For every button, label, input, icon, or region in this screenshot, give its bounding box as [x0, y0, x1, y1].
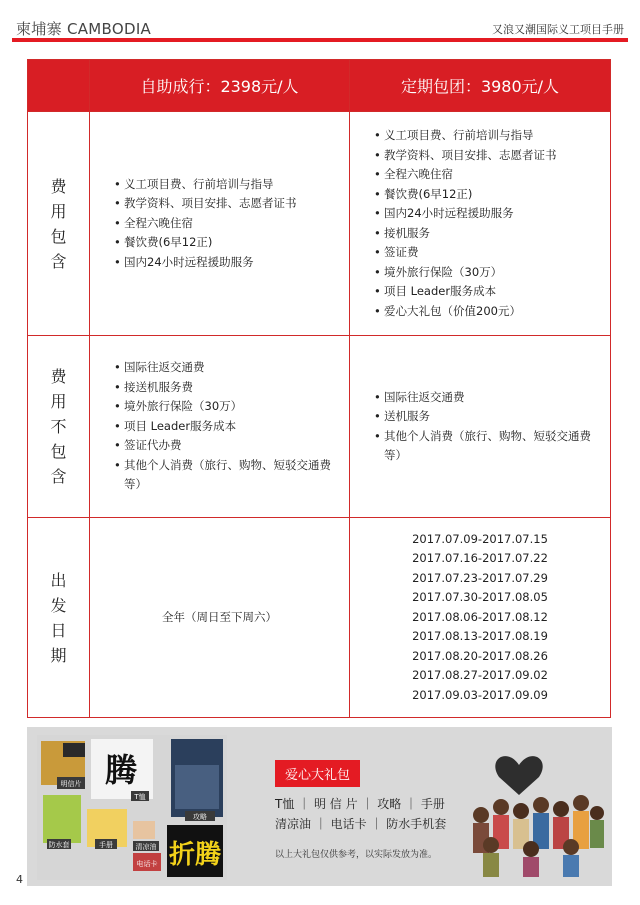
date-range: 2017.08.13-2017.08.19 [412, 629, 548, 644]
list-item: • 教学资料、项目安排、志愿者证书 [114, 194, 341, 214]
list-item: • 其他个人消费（旅行、购物、短驳交通费等） [114, 456, 341, 495]
header-blank [28, 60, 90, 112]
list-item: • 国际往返交通费 [374, 388, 602, 408]
self-guided-price: 自助成行：2398元/人 [90, 60, 350, 112]
label-departure: 出 发 日 期 [28, 518, 90, 718]
list-item: • 签证代办费 [114, 436, 341, 456]
list-item: • 教学资料、项目安排、志愿者证书 [374, 146, 602, 166]
gift-note: 以上大礼包仅供参考，以实际发放为准。 [275, 850, 438, 860]
page-header [0, 0, 640, 44]
svg-text:T恤: T恤 [134, 793, 146, 801]
departure-group [350, 518, 611, 718]
list-item: • 餐饮费(6早12正) [374, 185, 602, 205]
gift-items-line-2: 清凉油 ｜ 电话卡 ｜ 防水手机套 [275, 817, 447, 831]
list-item: • 餐饮费(6早12正) [114, 233, 341, 253]
children-photo [467, 737, 607, 877]
svg-text:攻略: 攻略 [193, 813, 207, 821]
document-title: 又浪又潮国际义工项目手册 [492, 23, 624, 36]
list-item: • 国内24小时远程援助服务 [374, 204, 602, 224]
svg-text:防水套: 防水套 [48, 841, 70, 849]
label-excluded: 费 用 不 包 含 [28, 336, 90, 518]
gift-items-collage [37, 735, 227, 880]
svg-text:腾: 腾 [104, 751, 138, 789]
list-item: • 境外旅行保险（30万） [374, 263, 602, 283]
list-item: • 送机服务 [374, 407, 602, 427]
date-range: 2017.07.30-2017.08.05 [412, 590, 548, 605]
page-number: 4 [16, 873, 23, 886]
svg-text:电话卡: 电话卡 [136, 860, 158, 868]
date-range: 2017.07.23-2017.07.29 [412, 570, 548, 585]
gift-items-line-1: T恤 ｜ 明 信 片 ｜ 攻略 ｜ 手册 [275, 797, 445, 811]
excluded-group [350, 336, 611, 518]
list-item: • 义工项目费、行前培训与指导 [114, 175, 341, 195]
date-range: 2017.09.03-2017.09.09 [412, 687, 548, 702]
svg-text:清凉油: 清凉油 [135, 843, 157, 851]
departure-self: 全年（周日至下周六） [90, 518, 350, 718]
fee-comparison-table [27, 59, 611, 718]
date-range: 2017.08.20-2017.08.26 [412, 648, 548, 663]
gift-panel [27, 727, 612, 886]
list-item: • 爱心大礼包（价值200元） [374, 302, 602, 322]
date-range: 2017.07.16-2017.07.22 [412, 551, 548, 566]
list-item: • 国内24小时远程援助服务 [114, 253, 341, 273]
label-included: 费 用 包 含 [28, 112, 90, 336]
row-departure [28, 518, 611, 718]
list-item: • 境外旅行保险（30万） [114, 397, 341, 417]
date-range: 2017.08.27-2017.09.02 [412, 668, 548, 683]
svg-text:手册: 手册 [99, 841, 113, 849]
list-item: • 其他个人消费（旅行、购物、短驳交通费等） [374, 427, 602, 466]
list-item: • 义工项目费、行前培训与指导 [374, 126, 602, 146]
list-item: • 接送机服务费 [114, 378, 341, 398]
included-self [90, 112, 350, 336]
list-item: • 全程六晚住宿 [114, 214, 341, 234]
row-included [28, 112, 611, 336]
brand-title: 柬埔寨 CAMBODIA [16, 20, 152, 38]
balm-image [133, 821, 155, 839]
table-header-row [28, 60, 611, 112]
list-item: • 项目 Leader服务成本 [374, 282, 602, 302]
list-item: • 国际往返交通费 [114, 358, 341, 378]
header-rule [12, 38, 628, 42]
list-item: • 签证费 [374, 243, 602, 263]
svg-text:折腾: 折腾 [168, 840, 222, 870]
gift-title: 爱心大礼包 [275, 760, 360, 787]
date-range: 2017.07.09-2017.07.15 [412, 531, 548, 546]
list-item: • 接机服务 [374, 224, 602, 244]
included-group [350, 112, 611, 336]
waterproof-case-image [43, 795, 81, 843]
svg-text:明信片: 明信片 [60, 780, 82, 788]
list-item: • 项目 Leader服务成本 [114, 417, 341, 437]
excluded-self [90, 336, 350, 518]
group-tour-price: 定期包团：3980元/人 [350, 60, 611, 112]
date-range: 2017.08.06-2017.08.12 [412, 609, 548, 624]
row-excluded [28, 336, 611, 518]
list-item: • 全程六晚住宿 [374, 165, 602, 185]
